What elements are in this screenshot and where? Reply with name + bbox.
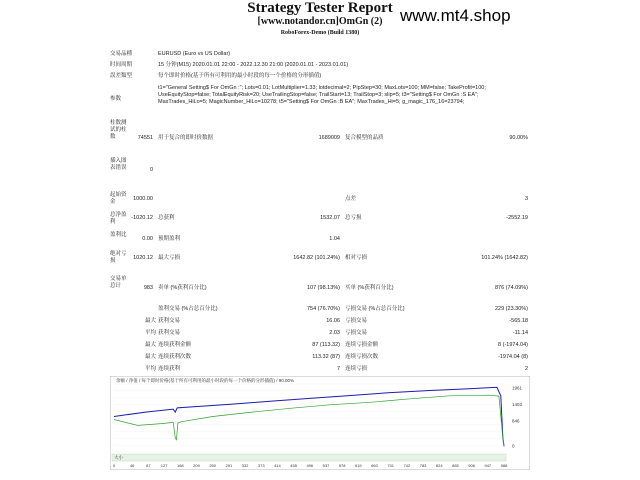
spread-value: 3 (524, 196, 528, 202)
stat-prefix: 平均 (144, 366, 156, 372)
x-tick-label: 783 (419, 463, 427, 468)
stat-label-2: 亏损交易 (345, 330, 368, 336)
stat-prefix: 最大 (144, 318, 156, 324)
y-tick-label: 0 (512, 443, 515, 449)
stat-value: 754 (76.70%) (306, 306, 340, 312)
long-trades-value: 876 (74.09%) (494, 285, 528, 291)
symbol-label: 交易品種 (110, 51, 133, 57)
gross-profit-label: 总获利 (158, 215, 175, 221)
x-tick-label: 660 (371, 463, 378, 468)
quality-value: 90.00% (509, 135, 528, 141)
stat-value: 87 (113.32) (312, 342, 340, 348)
stat-label-2: 亏损交易 (345, 318, 368, 324)
stat-value: 2.03 (329, 330, 340, 336)
stat-value-2: 8 (-1974.04) (498, 342, 528, 348)
net-profit-value: -1020.12 (131, 215, 153, 221)
x-tick-label: 0 (112, 463, 116, 468)
profit-factor-label: 盈利比 (110, 232, 127, 238)
stat-label: 连续获利次数 (158, 354, 192, 360)
spread-label: 点差 (345, 196, 357, 202)
stat-label: 获利交易 (158, 318, 181, 324)
params-label: 参数 (110, 96, 122, 102)
volume-strip (112, 454, 506, 461)
short-trades-value: 107 (98.13%) (306, 285, 340, 291)
symbol-value: EURUSD (Euro vs US Dollar) (158, 51, 231, 57)
x-tick-label: 87 (146, 463, 151, 468)
stat-label: 连续获利 (158, 366, 181, 372)
volume-label: 大小 (114, 455, 123, 460)
period-value: 15 分钟(M15) 2020.01.01 22:00 - 2022.12.30 21:00 (2020.01.01 - 2023.01.01) (158, 62, 349, 68)
x-tick-label: 865 (452, 463, 459, 468)
max-drawdown-value: 1642.82 (101.24%) (293, 255, 340, 261)
stat-value-2: -565.18 (509, 318, 528, 324)
stat-label-2: 连续亏损次数 (345, 354, 379, 360)
stat-label: 盈利交易 (%占总百分比) (158, 306, 218, 312)
x-tick-label: 291 (225, 463, 233, 468)
abs-drawdown-label: 绝对亏损 (110, 251, 127, 264)
x-tick-label: 988 (500, 463, 508, 468)
x-tick-label: 373 (257, 463, 265, 468)
stat-value: 113.32 (87) (312, 354, 340, 360)
rel-drawdown-label: 相对亏损 (345, 255, 368, 261)
period-label: 时间周期 (110, 62, 133, 68)
x-tick-label: 127 (160, 463, 168, 468)
profit-factor-value: 0.00 (142, 236, 153, 242)
model-value: 每个即时价格(基于所有可利用的最小时段的每一个价格的分形插值) (158, 73, 322, 79)
short-trades-label: 卖单 (%获利百分比) (158, 285, 207, 291)
report-subtitle: [www.notandor.cn]OmGn (2) (257, 16, 383, 27)
watermark: www.mt4.shop (400, 6, 511, 25)
bars-label: 柱数测试的柱数 (110, 120, 127, 140)
x-tick-label: 537 (322, 463, 330, 468)
x-tick-label: 947 (484, 463, 492, 468)
x-tick-label: 619 (354, 463, 362, 468)
stat-value: 16.06 (326, 318, 340, 324)
y-tick-label: 846 (512, 418, 520, 424)
stat-prefix: 最大 (144, 354, 156, 360)
deposit-label: 起始资金 (110, 192, 127, 205)
x-tick-label: 209 (193, 463, 200, 468)
long-trades-label: 买单 (%获利百分比) (345, 285, 394, 291)
max-drawdown-label: 最大亏损 (158, 255, 181, 261)
x-tick-label: 332 (241, 463, 249, 468)
balance-chart (110, 376, 530, 470)
ticks-label: 用于复合的即时价数据 (158, 135, 214, 141)
stat-value-2: 229 (23.30%) (494, 306, 528, 312)
stat-value-2: -11.14 (512, 330, 528, 336)
mismatch-value: 0 (149, 167, 153, 173)
chart-legend: 余额 / 净值 / 每个即时价格(基于所有可利用的最小时段的每一个价格的分形插值) / 90.00% (116, 378, 295, 383)
stat-label-2: 连续亏损金额 (345, 342, 379, 348)
gross-loss-label: 总亏损 (345, 215, 362, 221)
model-label: 誤差類型 (110, 73, 133, 79)
mismatch-label: 插入图表错误 (110, 158, 127, 171)
expected-payoff-value: 1.04 (329, 236, 340, 242)
x-tick-label: 455 (290, 463, 297, 468)
report-title: Strategy Tester Report (247, 0, 393, 16)
x-tick-label: 414 (274, 463, 281, 468)
stat-label: 连续获利金额 (158, 342, 192, 348)
stat-value-2: -1974.04 (8) (498, 354, 528, 360)
y-tick-label: 1961 (512, 385, 523, 391)
x-tick-label: 46 (129, 463, 135, 468)
x-tick-label: 906 (468, 463, 475, 468)
stat-label-2: 亏损交易 (%占总百分比) (345, 306, 405, 312)
report-company: RoboForex-Demo (Build 1380) (280, 30, 360, 36)
x-tick-label: 578 (338, 463, 346, 468)
stat-value: 7 (336, 366, 340, 372)
bars-value: 74551 (137, 135, 153, 141)
params-value: t1="General Setting$ For OmGn :"; Lots=0.01; LotMultiplier=1.33; lotdecimal=2; PipStep=30; MaxLots=100; MM=false; TakeProfit=100; UseEquityStop=false; TotalEquityRisk=20; UseTrailingStop=false; TrailStart=13; TrailStop=3; slip=5; t3="Setting$ For OmGn :S EA"; MaxTrades_HiLo=5; MagicNumber_HiLo=10278; t5="Setting$ For OmGn :B EA"; MaxTrades_Hi=5; g_magic_176_16=23794; (158, 85, 486, 105)
stat-label-2: 连续亏损 (345, 366, 368, 372)
x-tick-label: 250 (209, 463, 217, 468)
x-tick-label: 168 (176, 463, 184, 468)
stat-label: 获利交易 (158, 330, 181, 336)
quality-label: 复合模型的品质 (345, 135, 384, 141)
x-tick-label: 742 (403, 463, 411, 468)
y-tick-label: 1403 (512, 402, 523, 408)
total-trades-value: 983 (143, 285, 153, 291)
gross-loss-value: -2552.19 (506, 215, 528, 221)
gross-profit-value: 1532.07 (320, 215, 340, 221)
x-tick-label: 701 (387, 463, 395, 468)
abs-drawdown-value: 1020.12 (133, 255, 153, 261)
stat-value-2: 2 (524, 366, 528, 372)
x-tick-label: 496 (306, 463, 314, 468)
expected-payoff-label: 预期盈利 (158, 236, 181, 242)
ticks-value: 1689009 (318, 135, 340, 141)
net-profit-label: 总净盈利 (110, 212, 127, 225)
deposit-value: 1000.00 (133, 196, 153, 202)
total-trades-label: 交易单总计 (110, 276, 127, 289)
x-tick-label: 824 (435, 463, 443, 468)
stat-prefix: 平均 (144, 330, 156, 336)
rel-drawdown-value: 101.24% (1642.82) (481, 255, 528, 261)
stat-prefix: 最大 (144, 342, 156, 348)
